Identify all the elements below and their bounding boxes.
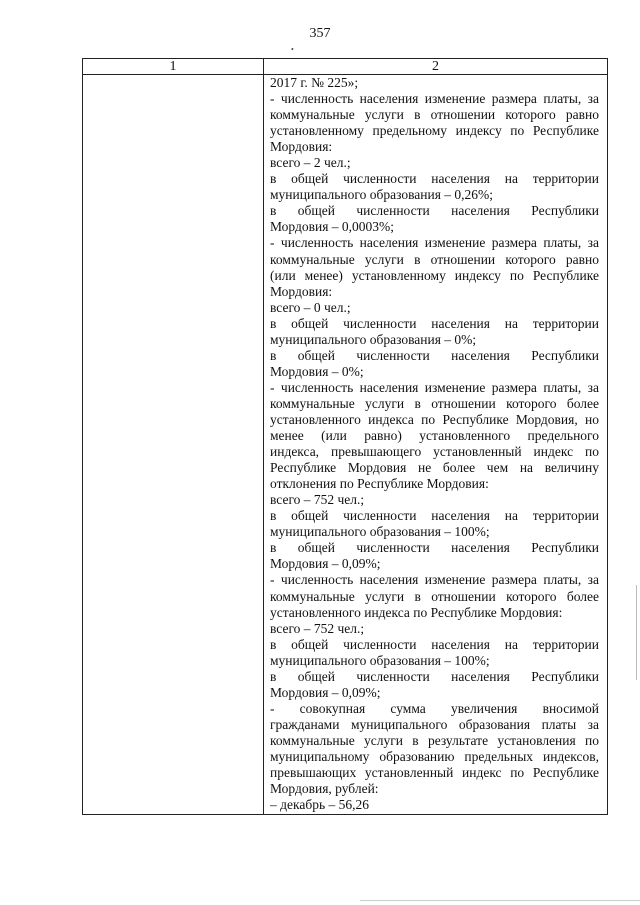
text-line: коммунальные услуги в результате установления по — [270, 732, 599, 748]
scan-edge-line — [636, 585, 637, 680]
text-line: отклонения по Республике Мордовия: — [270, 476, 489, 492]
column-header-1: 1 — [83, 59, 264, 75]
document-table — [82, 58, 608, 815]
text-line: коммунальные услуги в отношении которого более — [270, 588, 599, 604]
text-line: превышающих установленный индекс по Республике — [270, 765, 599, 781]
text-line: установленного индекса по Республике Мордовия, но — [270, 411, 599, 427]
text-line: всего – 0 чел.; — [270, 299, 351, 315]
text-line: - численность населения изменение размера платы, за — [270, 572, 599, 588]
text-line: в общей численности населения Республики — [270, 540, 599, 556]
text-line: (или менее) установленному индексу по Республике — [270, 267, 599, 283]
text-line: муниципального образования – 100%; — [270, 652, 490, 668]
table-row — [83, 75, 608, 815]
text-line: Мордовия: — [270, 139, 333, 155]
text-line: Республике Мордовия не более чем на величину — [270, 460, 599, 476]
text-line: гражданами муниципального образования платы за — [270, 716, 599, 732]
scan-edge-line — [360, 900, 640, 901]
table-cell-column-2 — [264, 75, 608, 815]
text-line: Мордовия: — [270, 283, 333, 299]
text-line: - численность населения изменение размера платы, за — [270, 379, 599, 395]
text-line: муниципального образования – 0%; — [270, 331, 477, 347]
text-line: муниципальному образованию предельных индексов, — [270, 748, 599, 764]
text-line: установленному предельному индексу по Республике — [270, 123, 599, 139]
text-line: всего – 752 чел.; — [270, 620, 365, 636]
text-line: Мордовия – 0,09%; — [270, 556, 381, 572]
text-line: коммунальные услуги в отношении которого равно — [270, 107, 599, 123]
table-header-row — [83, 59, 608, 75]
text-line: в общей численности населения Республики — [270, 203, 599, 219]
text-line: - численность населения изменение размера платы, за — [270, 235, 599, 251]
text-line: Мордовия, рублей: — [270, 781, 379, 797]
column-header-2: 2 — [264, 59, 608, 75]
text-line: – декабрь – 56,26 — [270, 797, 369, 813]
text-line: коммунальные услуги в отношении которого более — [270, 395, 599, 411]
text-line: всего – 2 чел.; — [270, 155, 351, 171]
text-line: муниципального образования – 0,26%; — [270, 187, 494, 203]
page-number: 357 — [309, 26, 331, 41]
text-line: в общей численности населения Республики — [270, 668, 599, 684]
text-line: 2017 г. № 225»; — [270, 75, 359, 90]
text-line: Мордовия – 0,0003%; — [270, 219, 395, 235]
text-line: Мордовия – 0,09%; — [270, 684, 381, 700]
text-line: в общей численности населения на территории — [270, 171, 599, 187]
text-line: - численность населения изменение размера платы, за — [270, 91, 599, 107]
text-line: Мордовия – 0%; — [270, 363, 364, 379]
text-line: в общей численности населения на территории — [270, 315, 599, 331]
table-cell-column-1 — [83, 75, 264, 815]
scan-mark: • — [291, 45, 294, 54]
text-line: менее (или равно) установленного предельного — [270, 428, 599, 444]
text-line: в общей численности населения на территории — [270, 508, 599, 524]
text-line: муниципального образования – 100%; — [270, 524, 490, 540]
text-line: установленного индекса по Республике Мордовия: — [270, 604, 563, 620]
text-line: коммунальные услуги в отношении которого равно — [270, 251, 599, 267]
text-line: в общей численности населения на территории — [270, 636, 599, 652]
text-line: в общей численности населения Республики — [270, 347, 599, 363]
text-line: - совокупная сумма увеличения вносимой — [270, 700, 599, 716]
cell-text-block — [264, 75, 607, 814]
text-line: индекса, превышающего установленный индекс по — [270, 444, 599, 460]
text-line: всего – 752 чел.; — [270, 492, 365, 508]
